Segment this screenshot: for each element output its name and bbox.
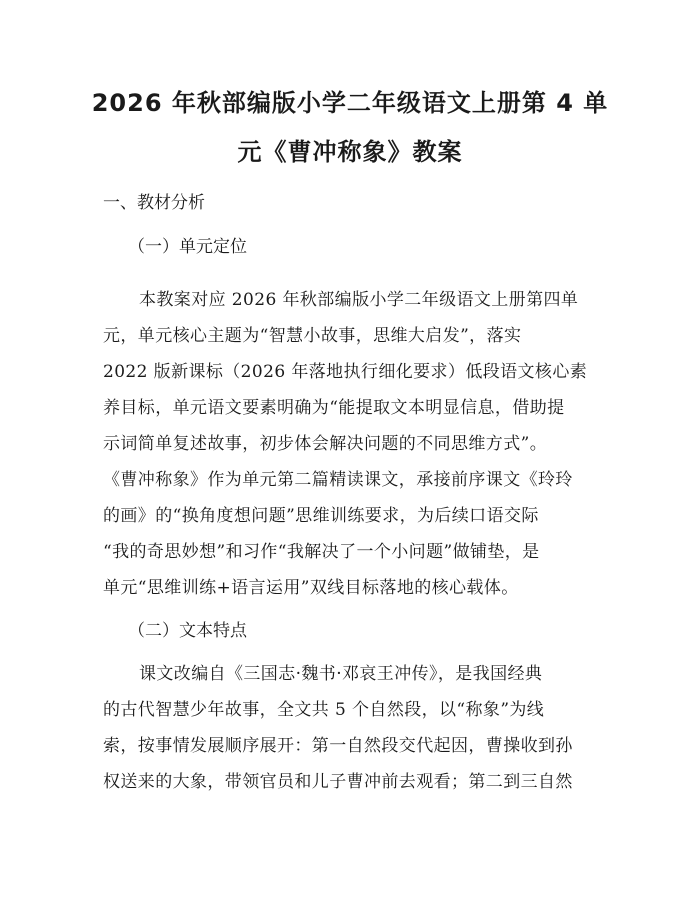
- paragraph-line: 的古代智慧少年故事，全文共 5 个自然段，以“称象”为线: [103, 700, 545, 720]
- paragraph-line: 元，单元核心主题为“智慧小故事，思维大启发”，落实: [103, 326, 522, 346]
- paragraph-line: 《曹冲称象》作为单元第二篇精读课文，承接前序课文《玲玲: [103, 470, 573, 490]
- subsection-heading-unit-position: （一）单元定位: [128, 237, 247, 257]
- paragraph-line: 的画》的“换角度想问题”思维训练要求，为后续口语交际: [103, 506, 539, 526]
- paragraph-line: 养目标，单元语文要素明确为“能提取文本明显信息，借助提: [103, 398, 565, 418]
- document-title-line-1: 2026 年秋部编版小学二年级语文上册第 4 单: [91, 89, 609, 117]
- paragraph-line: 索，按事情发展顺序展开：第一自然段交代起因，曹操收到孙: [103, 736, 573, 756]
- paragraph-line: 本教案对应 2026 年秋部编版小学二年级语文上册第四单: [139, 290, 579, 310]
- document-title-line-2: 元《曹冲称象》教案: [237, 138, 463, 166]
- paragraph-line: 单元“思维训练+语言运用”双线目标落地的核心载体。: [103, 578, 519, 598]
- paragraph-line: 示词简单复述故事，初步体会解决问题的不同思维方式”。: [103, 434, 548, 454]
- paragraph-line: “我的奇思妙想”和习作“我解决了一个小问题”做铺垫，是: [103, 542, 540, 562]
- section-heading-analysis: 一、教材分析: [103, 193, 205, 213]
- paragraph-line: 课文改编自《三国志·魏书·邓哀王冲传》，是我国经典: [139, 664, 543, 684]
- paragraph-line: 2022 版新课标（2026 年落地执行细化要求）低段语文核心素: [103, 362, 588, 382]
- paragraph-line: 权送来的大象，带领官员和儿子曹冲前去观看；第二到三自然: [103, 772, 573, 792]
- subsection-heading-text-features: （二）文本特点: [128, 621, 247, 641]
